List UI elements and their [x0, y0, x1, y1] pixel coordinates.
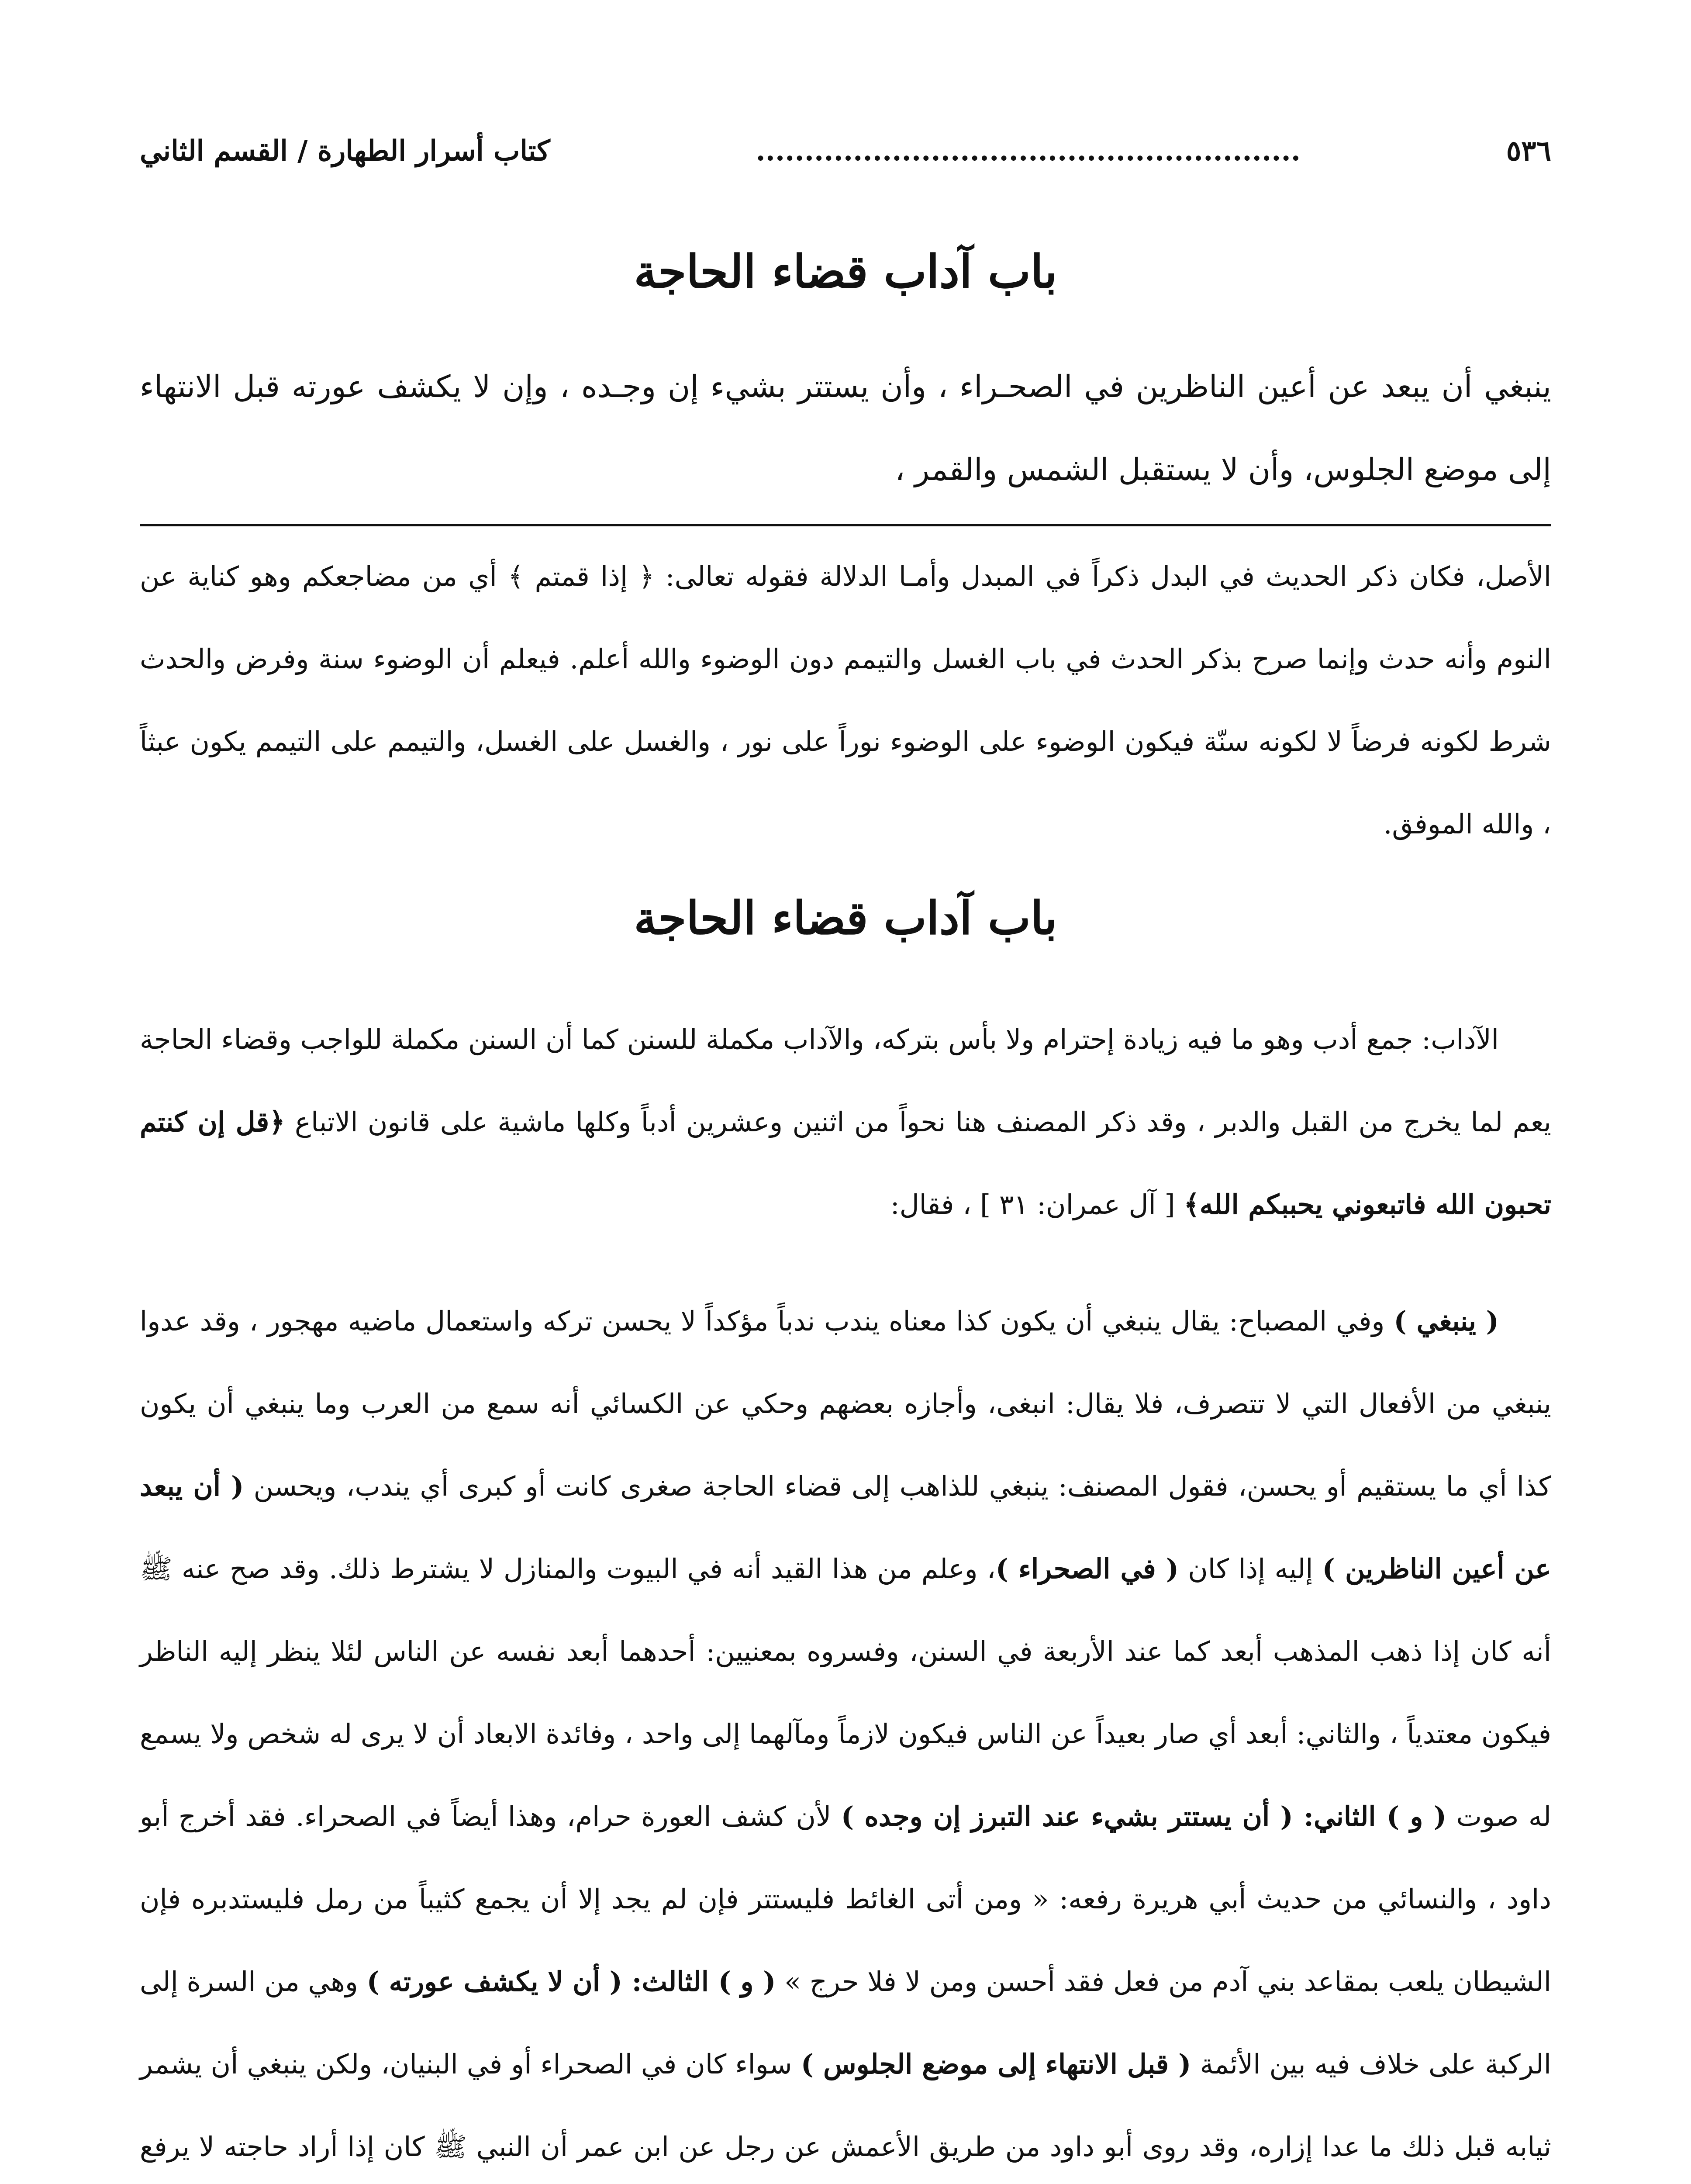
matn-quote: ( و ) الثاني: ( أن يستتر بشيء عند التبرز إن وجده ) [841, 1800, 1447, 1832]
matn-quote: ( في الصحراء ) [995, 1553, 1179, 1585]
commentary-text: وهي من السرة إلى الركبة على خلاف فيه بين الأئمة [140, 1966, 1551, 2080]
commentary-heading: باب آداب قضاء الحاجة [634, 891, 1057, 945]
commentary-intro [140, 998, 1551, 1246]
leader-dots: ........................................................ [756, 134, 1301, 167]
book-title: كتاب أسرار الطهارة / القسم الثاني [140, 134, 550, 167]
commentary-text: ، وعلم من هذا القيد أنه في البيوت والمنازل لا يشترط ذلك. وقد صح عنه ﷺ أنه كان إذا ذهب المذهب أبعد كما عند الأربعة في السنن، وفسروه بمعنيين: أحدهما أبعد نفسه عن الناس لئلا ينظر إليه الناظر فيكون معتدياً ، والثاني: أبعد أي صار بعيداً عن الناس فيكون لازماً ومآلهما إلى واحد ، وفائدة الابعاد أن لا يرى له شخص ولا يسمع له صوت [140, 1553, 1552, 1832]
commentary-text: سواء كان في الصحراء أو في البنيان، ولكن ينبغي أن يشمر ثيابه قبل ذلك ما عدا إزاره، وقد روى أبو داود من طريق الأعمش عن رجل عن ابن عمر أن النبي ﷺ كان إذا أراد حاجته لا يرفع [140, 2048, 1551, 2163]
quran-reference: [ آل عمران: ٣١ ] ، فقال: [890, 1189, 1184, 1220]
commentary-text: إليه إذا كان [1179, 1553, 1322, 1585]
commentary-paragraph [140, 1280, 1551, 2184]
main-text: ينبغي أن يبعد عن أعين الناظرين في الصحـراء ، وأن يستتر بشيء إن وجـده ، وإن لا يكشف عورته قبل الانتهاء إلى موضع الجلوس، وأن لا يستقبل الشمس والقمر ، [140, 369, 1551, 487]
matn-quote: ( و ) الثالث: ( أن لا يكشف عورته ) [366, 1966, 776, 1997]
intro-text: الآداب: جمع أدب وهو ما فيه زيادة إحترام ولا بأس بتركه، والآداب مكملة للسنن كما أن السنن مكملة للواجب وقضاء الحاجة يعم لما يخرج من القبل والدبر ، وقد ذكر المصنف هنا نحواً من اثنين وعشرين أدباً وكلها ماشية على قانون الاتباع [140, 1023, 1551, 1138]
footnote-separator [140, 524, 1551, 526]
matn-quote: ( قبل الانتهاء إلى موضع الجلوس ) [801, 2048, 1191, 2080]
quran-quote: ﴿قل إن كنتم تحبون الله فاتبعوني يحببكم الله﴾ [140, 1106, 1551, 1220]
commentary-text: وفي المصباح: يقال ينبغي أن يكون كذا معناه يندب ندباً مؤكداً لا يحسن تركه واستعمال ماضيه مهجور ، وقد عدوا ينبغي من الأفعال التي لا تتصرف، فلا يقال: انبغى، وأجازه بعضهم وحكي عن الكسائي أنه سمع من العرب وما ينبغي أن يكون كذا أي ما يستقيم أو يحسن، فقول المصنف: ينبغي للذاهب إلى قضاء الحاجة صغرى كانت أو كبرى أي يندب، ويحسن [140, 1305, 1552, 1502]
commentary-text: لأن كشف العورة حرام، وهذا أيضاً في الصحراء. فقد أخرج أبو داود ، والنسائي من حديث أبي هريرة رفعه: « ومن أتى الغائط فليستتر فإن لم يجد إلا أن يجمع كثيباً من رمل فليستدبره فإن الشيطان يلعب بمقاعد بني آدم من فعل فقد أحسن ومن لا فلا حرج » [140, 1800, 1551, 1997]
commentary-body [140, 1280, 1551, 2184]
matn-quote: ( ينبغي ) [1394, 1305, 1499, 1337]
book-page [140, 0, 1551, 2184]
matn-quote: ( أن يبعد عن أعين الناظرين ) [140, 1470, 1551, 1585]
chapter-heading: باب آداب قضاء الحاجة [634, 245, 1057, 298]
running-head [140, 127, 1551, 175]
commentary-continued [140, 535, 1551, 865]
commentary-paragraph [140, 998, 1551, 1246]
commentary-paragraph: الأصل، فكان ذكر الحديث في البدل ذكراً في المبدل وأمـا الدلالة فقوله تعالى: ﴿ إذا قمتم ﴾ أي من مضاجعكم وهو كناية عن النوم وأنه حدث وإنما صرح بذكر الحدث في باب الغسل والتيمم دون الوضوء والله أعلم. فيعلم أن الوضوء سنة وفرض والحدث شرط لكونه فرضاً لا لكونه سنّة فيكون الوضوء على الوضوء نوراً على نور ، والغسل على الغسل، والتيمم على التيمم يكون عبثاً ، والله الموفق. [140, 560, 1551, 840]
page-number: ٥٣٦ [1506, 134, 1551, 167]
